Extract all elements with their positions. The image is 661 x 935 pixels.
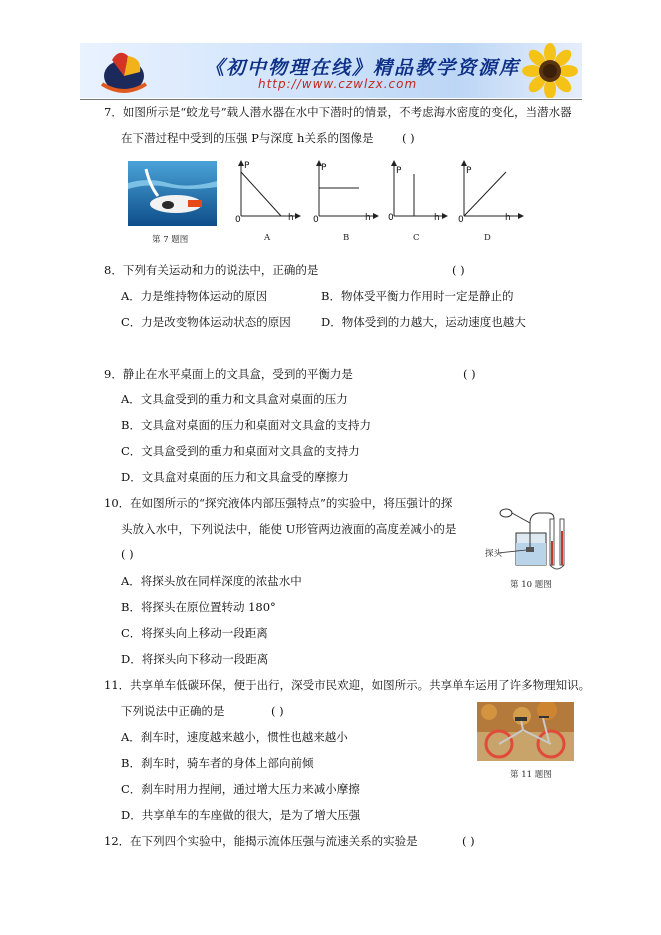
q7-graph-c-x-label: h: [434, 213, 440, 223]
q11-option-a: A．刹车时，速度越来越小，惯性也越来越小: [121, 730, 348, 744]
q11-stem-line2: 下列说法中正确的是: [121, 704, 225, 718]
q10-probe-label: 探头: [485, 549, 503, 559]
q7-option-b-label: B: [343, 233, 350, 243]
q10-answer-blank: ( ): [121, 547, 134, 561]
q7-option-a-label: A: [264, 233, 271, 243]
q7-graph-d-y-label: P: [466, 166, 472, 176]
q7-graph-a-origin: 0: [235, 215, 241, 225]
q9-option-c: C．文具盒受到的重力和桌面对文具盒的支持力: [121, 444, 360, 458]
q8-option-b: B．物体受平衡力作用时一定是静止的: [321, 289, 514, 303]
q7-graph-d-x-label: h: [505, 213, 511, 223]
q10-figure-caption: 第 10 题图: [510, 580, 552, 590]
q8-option-a: A．力是维持物体运动的原因: [121, 289, 268, 303]
q7-option-d-label: D: [484, 233, 491, 243]
q11-option-d: D．共享单车的车座做的很大，是为了增大压强: [121, 808, 361, 822]
q7-option-c-label: C: [413, 233, 420, 243]
q10-option-c: C．将探头向上移动一段距离: [121, 626, 268, 640]
q8-option-c: C．力是改变物体运动状态的原因: [121, 315, 291, 329]
q11-option-b: B．刹车时，骑车者的身体上部向前倾: [121, 756, 314, 770]
q11-answer-blank: ( ): [271, 704, 284, 718]
q9-option-a: A．文具盒受到的重力和文具盒对桌面的压力: [121, 392, 348, 406]
q7-answer-blank: ( ): [402, 131, 415, 145]
q7-graph-a-x-label: h: [288, 213, 294, 223]
q11-bicycle-photo: [477, 702, 574, 761]
q11-figure-caption: 第 11 题图: [510, 770, 552, 780]
header-separator: [80, 99, 582, 100]
q7-graph-b-x-label: h: [365, 213, 371, 223]
q7-stem-line1: 7．如图所示是“蛟龙号”载人潜水器在水中下潜时的情景，不考虑海水密度的变化，当潜水器: [104, 105, 572, 119]
sunflower-icon: [520, 43, 582, 98]
q10-option-a: A．将探头放在同样深度的浓盐水中: [121, 574, 302, 588]
q9-option-d: D．文具盒对桌面的压力和文具盒受的摩擦力: [121, 470, 349, 484]
q7-graph-d-origin: 0: [458, 215, 464, 225]
q9-stem: 9．静止在水平桌面上的文具盒，受到的平衡力是: [104, 367, 353, 381]
q10-stem-line2: 头放入水中，下列说法中，能使 U形管两边液面的高度差减小的是: [121, 522, 457, 536]
q7-figure-caption: 第 7 题图: [152, 235, 189, 245]
q8-answer-blank: ( ): [452, 263, 465, 277]
q8-stem: 8．下列有关运动和力的说法中，正确的是: [104, 263, 319, 277]
q11-stem-line1: 11．共享单车低碳环保，便于出行，深受市民欢迎，如图所示。共享单车运用了许多物理知识。: [104, 678, 591, 692]
q7-graph-b-origin: 0: [313, 215, 319, 225]
q12-stem: 12．在下列四个实验中，能揭示流体压强与流速关系的实验是: [104, 834, 418, 848]
banner-title: 《初中物理在线》精品教学资源库: [205, 57, 521, 79]
q7-graph-b-y-label: P: [321, 163, 327, 173]
q12-answer-blank: ( ): [462, 834, 475, 848]
q7-graph-c-y-label: P: [396, 166, 402, 176]
q8-option-d: D．物体受到的力越大，运动速度也越大: [321, 315, 526, 329]
q10-pressure-gauge-figure: [484, 505, 574, 575]
logo-icon: [84, 46, 174, 96]
q10-option-b: B．将探头在原位置转动 180°: [121, 600, 276, 614]
q7-submarine-photo: [128, 161, 217, 226]
q10-option-d: D．将探头向下移动一段距离: [121, 652, 269, 666]
q7-graph-a-y-label: P: [244, 161, 250, 171]
q11-option-c: C．刹车时用力捏闸，通过增大压力来减小摩擦: [121, 782, 360, 796]
q9-option-b: B．文具盒对桌面的压力和桌面对文具盒的支持力: [121, 418, 371, 432]
header-banner: [80, 43, 582, 98]
q7-stem-line2: 在下潜过程中受到的压强 P与深度 h关系的图像是: [121, 131, 374, 145]
q7-graph-c-origin: 0: [388, 213, 394, 223]
q9-answer-blank: ( ): [463, 367, 476, 381]
banner-url: http://www.czwlzx.com: [258, 77, 418, 91]
q10-stem-line1: 10．在如图所示的“探究液体内部压强特点”的实验中，将压强计的探: [104, 496, 453, 510]
